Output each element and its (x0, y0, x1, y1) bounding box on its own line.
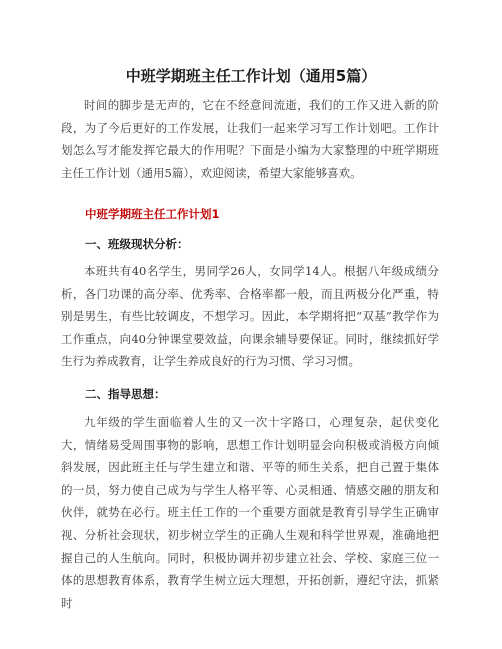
plan-1-heading: 中班学期班主任工作计划1 (85, 207, 220, 221)
section-2-paragraph: 九年级的学生面临着人生的又一次十字路口，心理复杂，起伏变化大，情绪易受周围事物的影响，思想工作计划明显会向积极或消极方向倾斜发展，因此班主任与学生建立和谐、平等的师生关系，把自己置于集体的一员，努力使自己成为与学生人格平等、心灵相通、情感交融的朋友和伙伴，就势在必行。班主任工作的一个重要方面就是教育引导学生正确审视、分析社会现状，初步树立学生的正确人生观和科学世界观，准确地把握自己的人生航向。同时，积极协调并初步建立社会、学校、家庭三位一体的思想教育体系，教育学生树立远大理想，开拓创新，遵纪守法，抓紧时 (61, 415, 439, 610)
section-2-heading: 二、指导思想： (85, 387, 166, 401)
section-1-heading: 一、班级现状分析： (85, 237, 189, 251)
document-title: 中班学期班主任工作计划（通用5篇） (125, 67, 377, 85)
intro-paragraph: 时间的脚步是无声的，它在不经意间流逝，我们的工作又进入新的阶段，为了今后更好的工作发展，让我们一起来学习写工作计划吧。工作计划怎么写才能发挥它最大的作用呢？下面是小编为大家整理的中班学期班主任工作计划（通用5篇），欢迎阅读，希望大家能够喜欢。 (61, 98, 439, 180)
section-1-paragraph: 本班共有40名学生，男同学26人，女同学14人。根据八年级成绩分析，各门功课的高分率、优秀率、合格率都一般，而且两极分化严重，特别是男生，有些比较调皮，不想学习。因此，本学期将把“双基”教学作为工作重点，向40分钟课堂要效益，向课余辅导要保证。同时，继续抓好学生行为养成教育，让学生养成良好的行为习惯、学习习惯。 (61, 264, 439, 369)
